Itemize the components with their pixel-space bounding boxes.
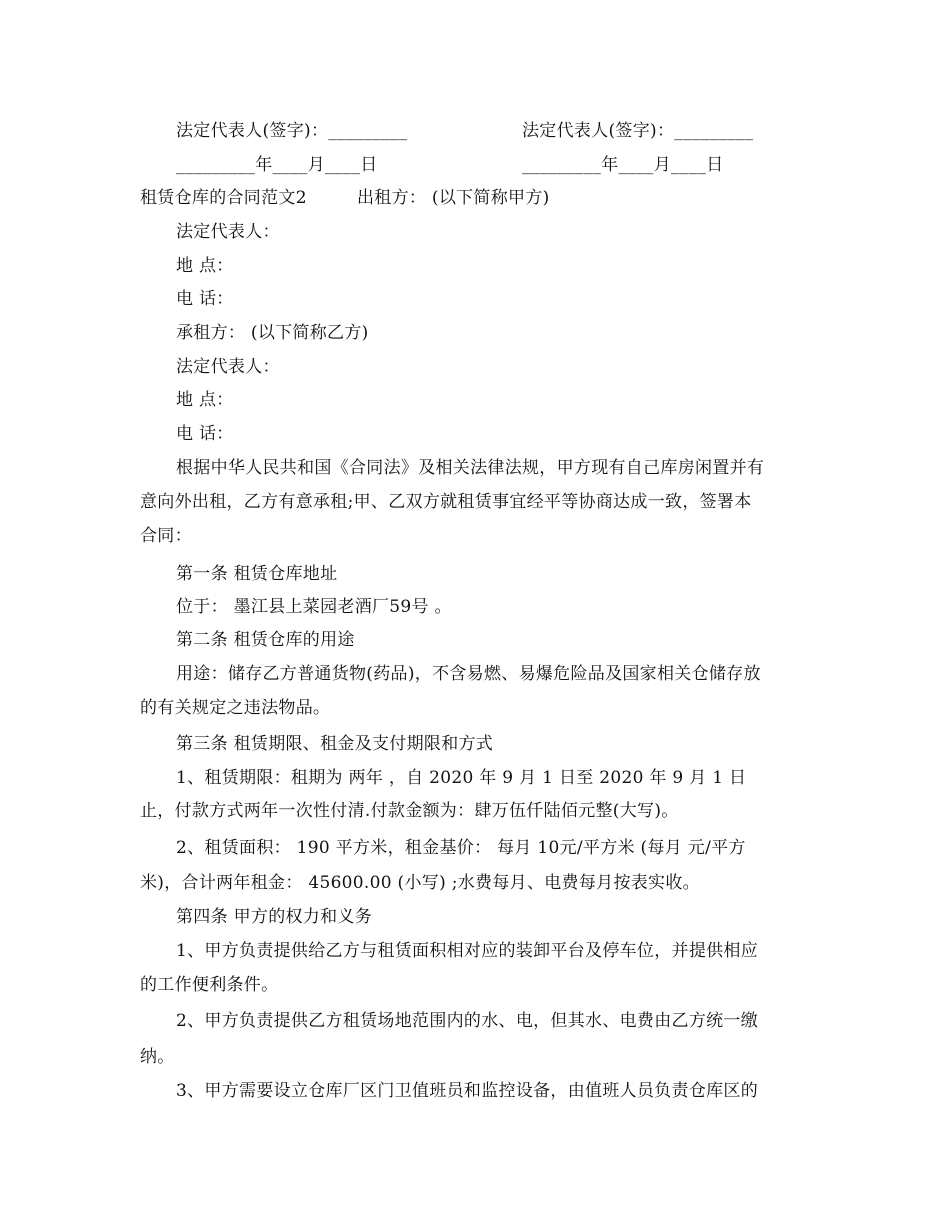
- article-3-clause-1-line: 止，付款方式两年一次性付清.付款金额为：肆万伍仟陆佰元整(大写)。: [140, 801, 679, 821]
- article-2-title: 第二条 租赁仓库的用途: [176, 630, 355, 650]
- article-4-clause-1-line: 1、甲方负责提供给乙方与租赁面积相对应的装卸平台及停车位，并提供相应: [176, 941, 759, 961]
- article-4-clause-2-line: 纳。: [140, 1047, 175, 1067]
- article-4-clause-2-line: 2、甲方负责提供乙方租赁场地范围内的水、电，但其水、电费由乙方统一缴: [176, 1011, 759, 1031]
- article-4-clause-3-line: 3、甲方需要设立仓库厂区门卫值班员和监控设备，由值班人员负责仓库区的: [176, 1081, 759, 1101]
- article-3-clause-2-line: 米)，合计两年租金： 45600.00 (小写) ;水费每月、电费每月按表实收。: [140, 873, 700, 893]
- article-1-text: 位于： 墨江县上菜园老酒厂59号 。: [176, 597, 452, 617]
- lessor-address: 地 点：: [176, 256, 234, 276]
- intro-paragraph-line: 根据中华人民共和国《合同法》及相关法律法规，甲方现有自己库房闲置并有: [176, 458, 765, 478]
- lessor-date-line: _________年____月____日: [176, 155, 378, 175]
- article-3-clause-2-line: 2、租赁面积： 190 平方米，租金基价： 每月 10元/平方米 (每月 元/平方: [176, 838, 746, 858]
- lessee-heading: 承租方： (以下简称乙方): [176, 323, 369, 343]
- lessee-representative: 法定代表人：: [176, 357, 280, 377]
- lessor-heading: 出租方： (以下简称甲方): [357, 188, 550, 208]
- article-4-clause-1-line: 的工作便利条件。: [140, 975, 279, 995]
- lessee-date-line: _________年____月____日: [522, 155, 724, 175]
- lessor-representative: 法定代表人：: [176, 222, 280, 242]
- lessee-address: 地 点：: [176, 390, 234, 410]
- contract-title: 租赁仓库的合同范文2: [140, 188, 307, 208]
- article-4-title: 第四条 甲方的权力和义务: [176, 907, 373, 927]
- article-3-clause-1-line: 1、租赁期限：租期为 两年 ，自 2020 年 9 月 1 日至 2020 年 9 月 1 日: [176, 768, 747, 788]
- intro-paragraph-line: 意向外出租，乙方有意承租;甲、乙双方就租赁事宜经平等协商达成一致，签署本: [140, 492, 752, 512]
- article-2-text-line: 的有关规定之违法物品。: [140, 698, 331, 718]
- article-3-title: 第三条 租赁期限、租金及支付期限和方式: [176, 734, 494, 754]
- intro-paragraph-line: 合同：: [140, 526, 192, 546]
- article-1-title: 第一条 租赁仓库地址: [176, 564, 338, 584]
- lessee-phone: 电 话：: [176, 424, 234, 444]
- lessor-phone: 电 话：: [176, 289, 234, 309]
- lessee-signature-line: 法定代表人(签字)：_________: [522, 121, 754, 141]
- article-2-text-line: 用途：储存乙方普通货物(药品)，不含易燃、易爆危险品及国家相关仓储存放: [176, 664, 761, 684]
- lessor-signature-line: 法定代表人(签字)：_________: [176, 121, 408, 141]
